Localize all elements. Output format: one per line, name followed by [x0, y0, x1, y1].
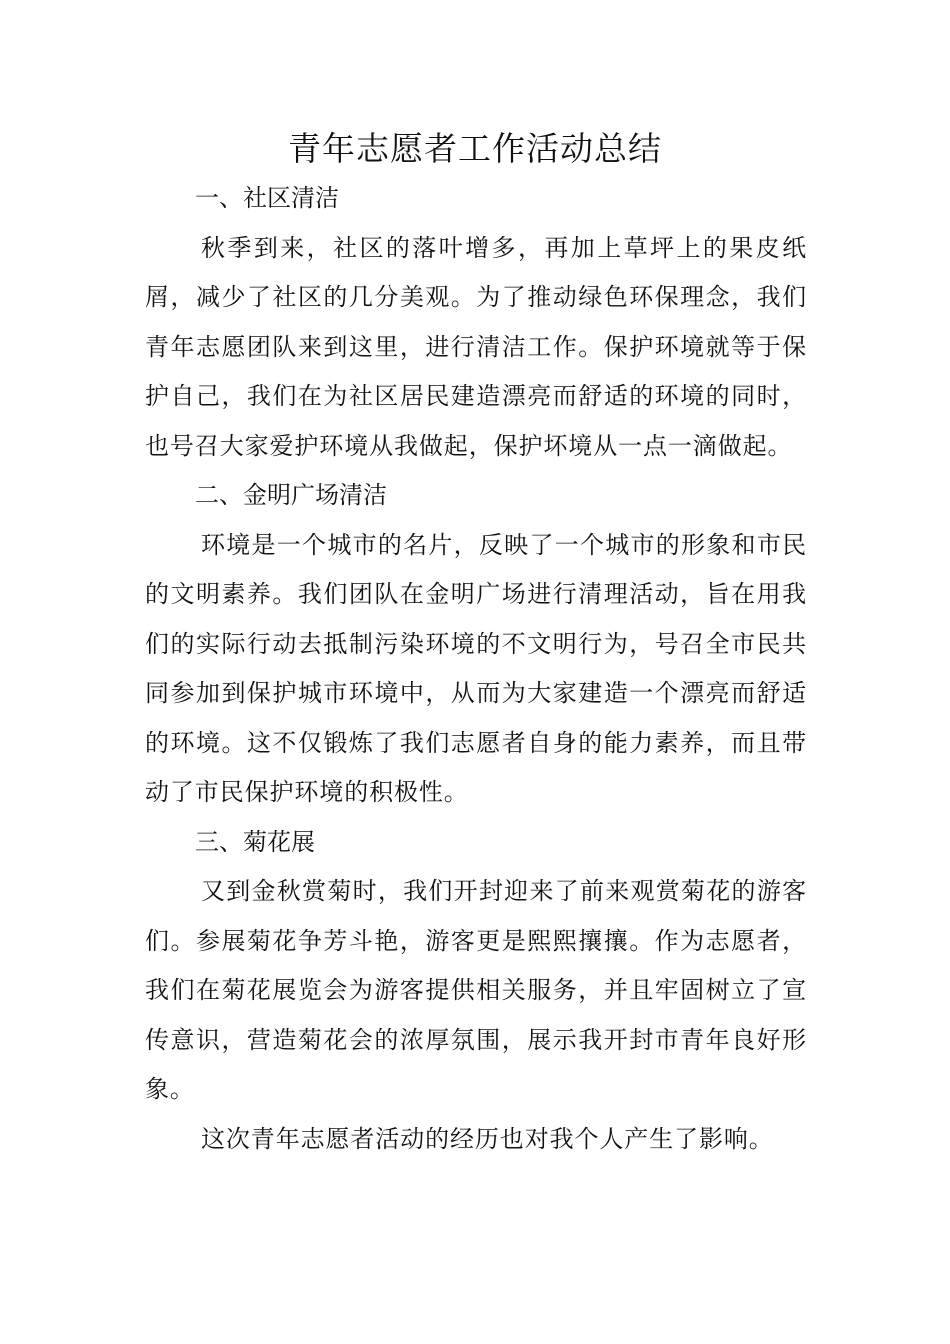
section-heading-community-cleaning: 一、社区清洁	[195, 184, 339, 212]
section-paragraph-jinming-square-cleaning: 环境是一个城市的名片，反映了一个城市的形象和市民的文明素养。我们团队在金明广场进行清理活动，旨在用我们的实际行动去抵制污染环境的不文明行为，号召全市民共同参加到保护城市环境中，从而为大家建造一个漂亮而舒适的环境。这不仅锻炼了我们志愿者自身的能力素养，而且带动了市民保护环境的积极性。	[145, 530, 807, 806]
document-body	[145, 174, 807, 1164]
section-heading-jinming-square-cleaning: 二、金明广场清洁	[195, 481, 387, 509]
section-paragraph-chrysanthemum-show: 又到金秋赏菊时，我们开封迎来了前来观赏菊花的游客们。参展菊花争芳斗艳，游客更是熙熙攘攘。作为志愿者，我们在菊花展览会为游客提供相关服务，并且牢固树立了宣传意识，营造菊花会的浓厚氛围，展示我开封市青年良好形象。	[145, 877, 807, 1103]
section-paragraph-community-cleaning: 秋季到来，社区的落叶增多，再加上草坪上的果皮纸屑，减少了社区的几分美观。为了推动绿色环保理念，我们青年志愿团队来到这里，进行清洁工作。保护环境就等于保护自己，我们在为社区居民建造漂亮而舒适的环境的同时，也号召大家爱护环境从我做起，保护坏境从一点一滴做起。	[145, 233, 807, 460]
section-heading-chrysanthemum-show: 三、菊花展	[195, 827, 315, 856]
closing-paragraph: 这次青年志愿者活动的经历也对我个人产生了影响。	[201, 1124, 774, 1153]
document-title: 青年志愿者工作活动总结	[288, 129, 662, 168]
